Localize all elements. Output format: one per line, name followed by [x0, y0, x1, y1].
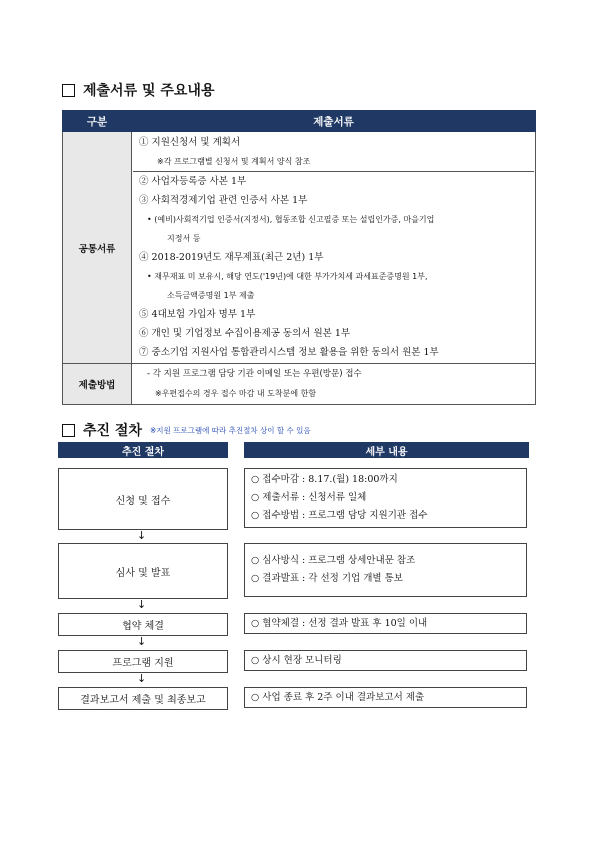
doc-note: • 재무재표 미 보유시, 해당 연도('19년)에 대한 부가가치세 과세표준증명원 1부,: [147, 272, 428, 281]
process-step: [58, 650, 228, 673]
process-detail: [244, 650, 527, 671]
step-name: 신청 및 접수: [115, 495, 171, 507]
doc-row: ③ 사회적경제기업 관련 인증서 사본 1부: [139, 195, 308, 206]
process-header-details: 세부 내용: [244, 442, 529, 458]
down-arrow-icon: ↓: [137, 529, 147, 542]
detail-item: ○ 접수마감 : 8.17.(월) 18:00까지: [251, 474, 398, 485]
process-detail: [244, 468, 527, 528]
process-step: [58, 687, 228, 710]
method-row: - 각 지원 프로그램 담당 기관 이메일 또는 우편(방문) 접수: [147, 369, 362, 379]
method-note: ※우편접수의 경우 접수 마감 내 도착분에 한함: [155, 389, 317, 398]
submission-method-label: 제출방법: [63, 364, 132, 405]
doc-row: ④ 2018-2019년도 재무제표(최근 2년) 1부: [139, 252, 324, 263]
detail-item: ○ 협약체결 : 선정 결과 발표 후 10일 이내: [251, 617, 428, 629]
step-name: 심사 및 발표: [115, 567, 171, 579]
process-step: [58, 613, 228, 636]
documents-table: [62, 110, 536, 405]
section2-title: 추진 절차: [83, 423, 142, 439]
process-step: [58, 543, 228, 599]
process-detail: [244, 613, 527, 634]
checkbox-square-icon: [62, 424, 75, 437]
common-docs-cell: [132, 132, 536, 364]
section2-note: ※지원 프로그램에 따라 추진절차 상이 할 수 있음: [149, 425, 311, 435]
doc-row: ② 사업자등록증 사본 1부: [139, 176, 247, 187]
doc-row: ① 지원신청서 및 계획서: [139, 137, 241, 148]
common-docs-label: 공통서류: [63, 132, 132, 364]
step-name: 결과보고서 제출 및 최종보고: [80, 695, 206, 706]
step-name: 협약 체결: [122, 621, 164, 632]
doc-row: ⑦ 중소기업 지원사업 통합관리시스템 정보 활용을 위한 동의서 원본 1부: [139, 347, 439, 358]
doc-row: ⑥ 개인 및 기업정보 수집이용제공 동의서 원본 1부: [139, 328, 351, 339]
detail-item: ○ 사업 종료 후 2주 이내 결과보고서 제출: [251, 691, 425, 703]
table-header-category: 구분: [63, 111, 132, 132]
process-detail: [244, 687, 527, 708]
detail-item: ○ 제출서류 : 신청서류 일체: [251, 492, 367, 503]
doc-note: 소득금액증명원 1부 제출: [167, 291, 255, 300]
process-header-steps: 추진 절차: [58, 442, 228, 458]
doc-note: 지정서 등: [167, 234, 201, 243]
submission-method-cell: [132, 364, 536, 405]
detail-item: ○ 접수방법 : 프로그램 담당 지원기관 접수: [251, 510, 428, 521]
down-arrow-icon: ↓: [137, 598, 147, 611]
step-name: 프로그램 지원: [112, 658, 174, 669]
detail-item: ○ 상시 현장 모니터링: [251, 654, 342, 666]
section2-heading: [62, 420, 311, 440]
down-arrow-icon: ↓: [137, 635, 147, 648]
process-step: [58, 468, 228, 530]
doc-row: ⑤ 4대보험 가입자 명부 1부: [139, 309, 256, 320]
section1-heading: [62, 80, 214, 100]
process-detail: [244, 543, 527, 597]
down-arrow-icon: ↓: [137, 672, 147, 685]
doc-note: • (예비)사회적기업 인증서(지정서), 협동조합 신고필증 또는 설립인가증, 마을기업: [147, 215, 435, 224]
checkbox-square-icon: [62, 84, 75, 97]
doc-note: ※각 프로그램별 신청서 및 계획서 양식 참조: [133, 152, 534, 172]
detail-item: ○ 심사방식 : 프로그램 상세안내문 참조: [251, 555, 416, 566]
section1-title: 제출서류 및 주요내용: [83, 83, 215, 99]
detail-item: ○ 결과발표 : 각 선정 기업 개별 통보: [251, 573, 403, 584]
table-header-documents: 제출서류: [132, 111, 536, 132]
